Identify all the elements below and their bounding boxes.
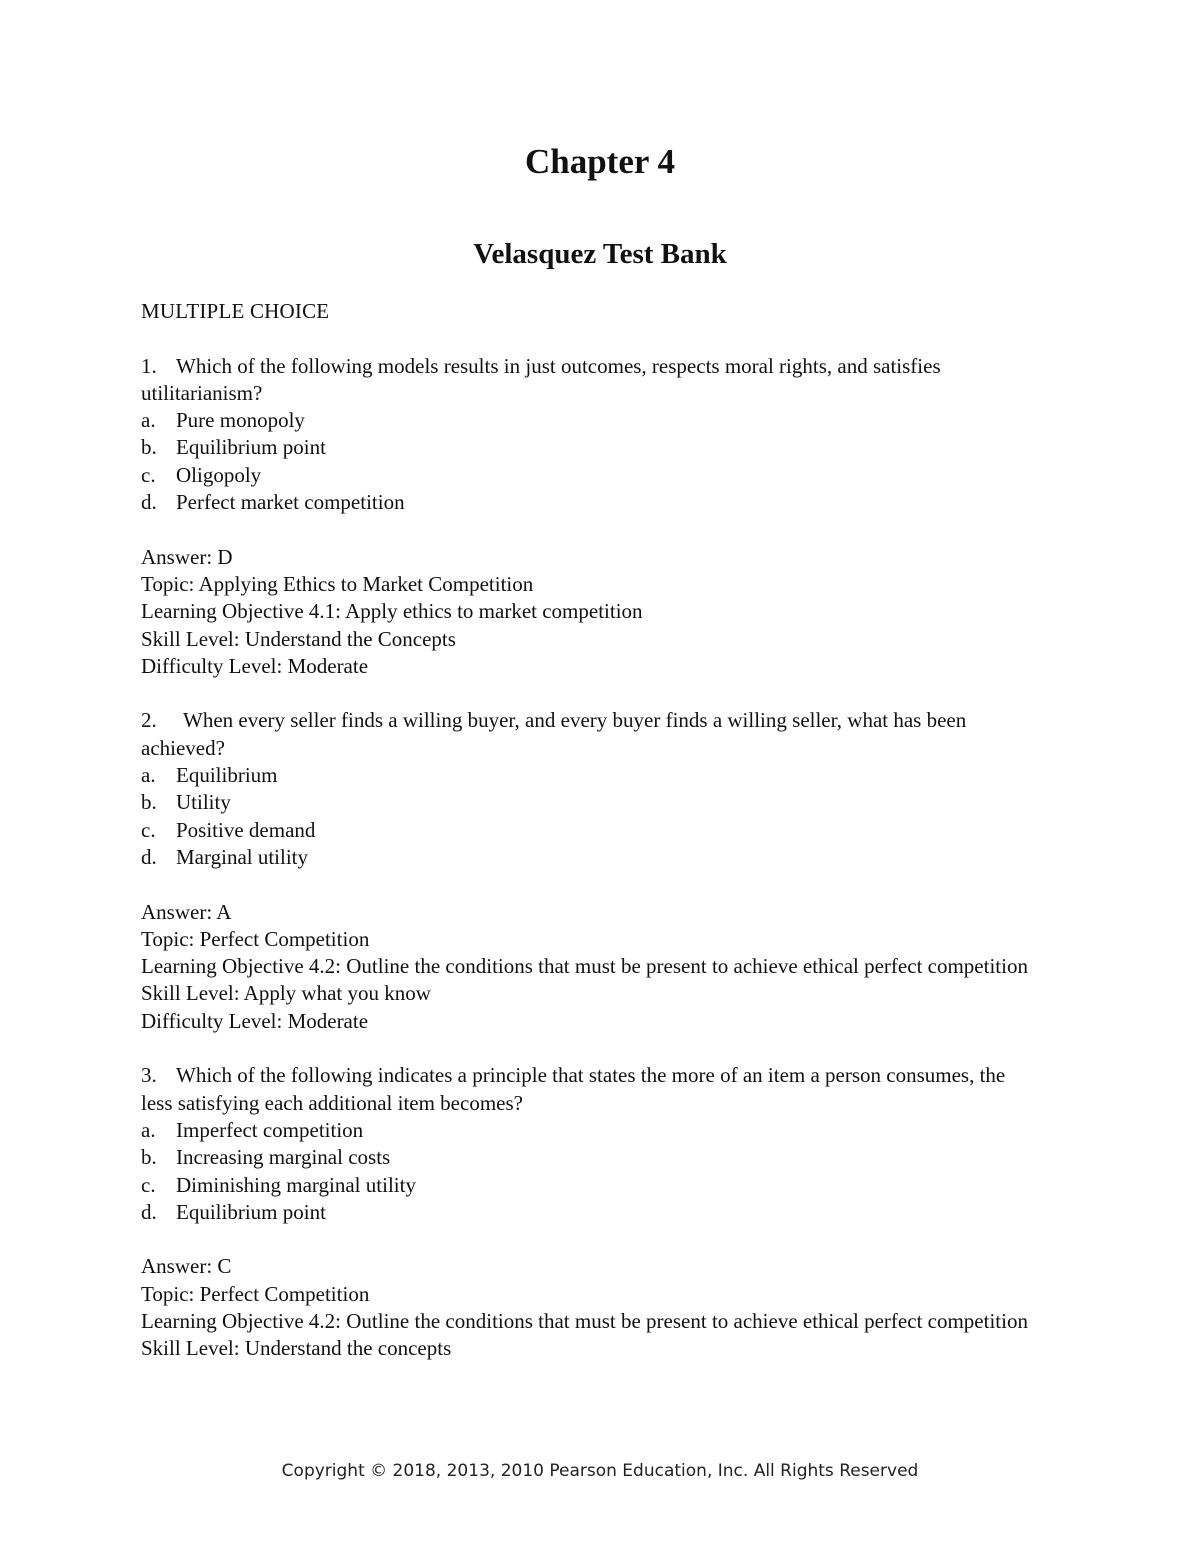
section-heading: MULTIPLE CHOICE (141, 299, 330, 323)
question-stem (141, 707, 1041, 762)
option-list (141, 1117, 1041, 1226)
answer-metadata (141, 544, 1041, 680)
option-b: b. Utility (141, 790, 231, 815)
question-2 (141, 707, 1041, 1035)
answer-line: Answer: C (141, 1254, 232, 1279)
document-body (141, 298, 1041, 1363)
option-c: c. Positive demand (141, 817, 316, 842)
option-a: a. Equilibrium (141, 763, 278, 788)
option-list (141, 407, 1041, 516)
option-c: c. Oligopoly (141, 462, 262, 487)
copyright-footer: Copyright © 2018, 2013, 2010 Pearson Education, Inc. All Rights Reserved (281, 1461, 919, 1481)
option-d: d. Marginal utility (141, 844, 309, 869)
option-c: c. Diminishing marginal utility (141, 1172, 416, 1197)
question-number: 3. (141, 1063, 157, 1088)
option-b: b. Increasing marginal costs (141, 1145, 391, 1170)
answer-line: Answer: D (141, 544, 233, 569)
question-stem (141, 353, 1041, 408)
option-list (141, 762, 1041, 871)
topic-line: Topic: Perfect Competition (141, 1281, 370, 1306)
topic-line: Topic: Applying Ethics to Market Competition (141, 571, 534, 596)
skill-line: Skill Level: Apply what you know (141, 981, 431, 1006)
answer-metadata (141, 899, 1041, 1035)
chapter-title: Chapter 4 (524, 142, 676, 181)
difficulty-line: Difficulty Level: Moderate (141, 1008, 369, 1033)
objective-line: Learning Objective 4.1: Apply ethics to market competition (141, 599, 643, 624)
objective-line: Learning Objective 4.2: Outline the conditions that must be present to achieve ethical perfect competition (141, 954, 1028, 979)
topic-line: Topic: Perfect Competition (141, 926, 370, 951)
option-a: a. Pure monopoly (141, 408, 305, 433)
test-bank-title: Velasquez Test Bank (473, 238, 727, 270)
question-text: Which of the following indicates a principle that states the more of an item a person consumes, the less satisfying each additional item becomes? (141, 1063, 1006, 1115)
answer-line: Answer: A (141, 899, 232, 924)
question-text: Which of the following models results in just outcomes, respects moral rights, and satisfies utilitarianism? (141, 353, 941, 405)
option-a: a. Imperfect competition (141, 1117, 364, 1142)
difficulty-line: Difficulty Level: Moderate (141, 653, 369, 678)
option-d: d. Equilibrium point (141, 1199, 326, 1224)
question-number: 1. (141, 353, 157, 378)
option-b: b. Equilibrium point (141, 435, 326, 460)
skill-line: Skill Level: Understand the concepts (141, 1336, 452, 1361)
question-1 (141, 353, 1041, 681)
question-stem (141, 1062, 1041, 1117)
question-3 (141, 1062, 1041, 1362)
objective-line: Learning Objective 4.2: Outline the conditions that must be present to achieve ethical perfect competition (141, 1308, 1028, 1333)
answer-metadata (141, 1253, 1041, 1362)
option-d: d. Perfect market competition (141, 490, 405, 515)
skill-line: Skill Level: Understand the Concepts (141, 626, 456, 651)
question-number: 2. (141, 708, 157, 733)
question-text: When every seller finds a willing buyer, and every buyer finds a willing seller, what has been achieved? (141, 708, 967, 760)
